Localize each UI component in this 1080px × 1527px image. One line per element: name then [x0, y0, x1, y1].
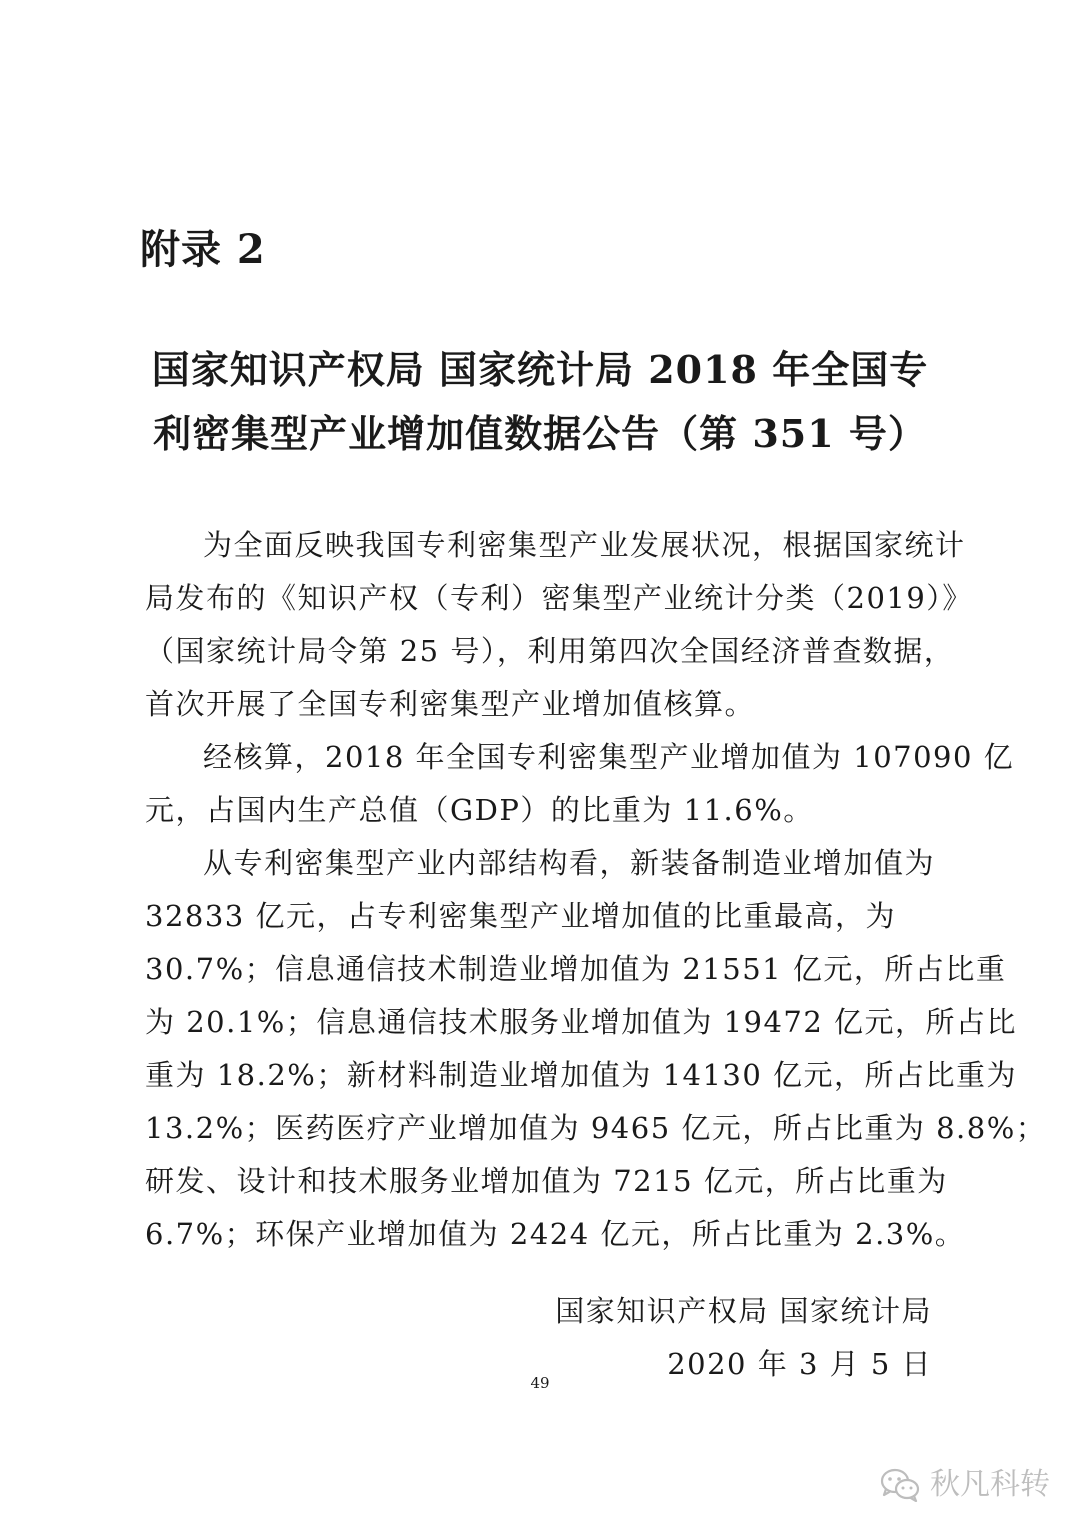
paragraph-2-line-2: 元，占国内生产总值（GDP）的比重为 11.6%。 [145, 793, 814, 827]
paragraph-3-line-6: 13.2%；医药医疗产业增加值为 9465 亿元，所占比重为 8.8%； [145, 1111, 1047, 1145]
paragraph-3-line-2: 32833 亿元，占专利密集型产业增加值的比重最高，为 [145, 899, 896, 933]
issuer-signature: 国家知识产权局 国家统计局 [555, 1294, 932, 1328]
page-number: 49 [530, 1374, 550, 1392]
watermark [880, 1465, 1050, 1505]
paragraph-3-line-3: 30.7%；信息通信技术制造业增加值为 21551 亿元，所占比重 [145, 952, 1007, 986]
wechat-icon [880, 1468, 920, 1502]
paragraph-3-line-1: 从专利密集型产业内部结构看，新装备制造业增加值为 [203, 846, 936, 880]
appendix-label: 附录 2 [140, 226, 266, 273]
watermark-text: 秋凡科转 [930, 1467, 1050, 1502]
document-title-line-1: 国家知识产权局 国家统计局 2018 年全国专 [151, 347, 929, 392]
issue-date: 2020 年 3 月 5 日 [667, 1347, 932, 1381]
paragraph-3-line-8: 6.7%；环保产业增加值为 2424 亿元，所占比重为 2.3%。 [145, 1217, 966, 1251]
paragraph-1-line-2: 局发布的《知识产权（专利）密集型产业统计分类（2019）》 [145, 581, 973, 615]
document-title-line-2: 利密集型产业增加值数据公告（第 351 号） [153, 411, 927, 456]
paragraph-3-line-7: 研发、设计和技术服务业增加值为 7215 亿元，所占比重为 [145, 1164, 948, 1198]
paragraph-3-line-5: 重为 18.2%；新材料制造业增加值为 14130 亿元，所占比重为 [145, 1058, 1018, 1092]
paragraph-1-line-4: 首次开展了全国专利密集型产业增加值核算。 [145, 687, 756, 721]
paragraph-1-line-3: （国家统计局令第 25 号），利用第四次全国经济普查数据， [145, 634, 955, 668]
paragraph-3-line-4: 为 20.1%；信息通信技术服务业增加值为 19472 亿元，所占比 [145, 1005, 1018, 1039]
paragraph-1-line-1: 为全面反映我国专利密集型产业发展状况，根据国家统计 [203, 528, 966, 562]
paragraph-2-line-1: 经核算，2018 年全国专利密集型产业增加值为 107090 亿 [203, 740, 1015, 774]
